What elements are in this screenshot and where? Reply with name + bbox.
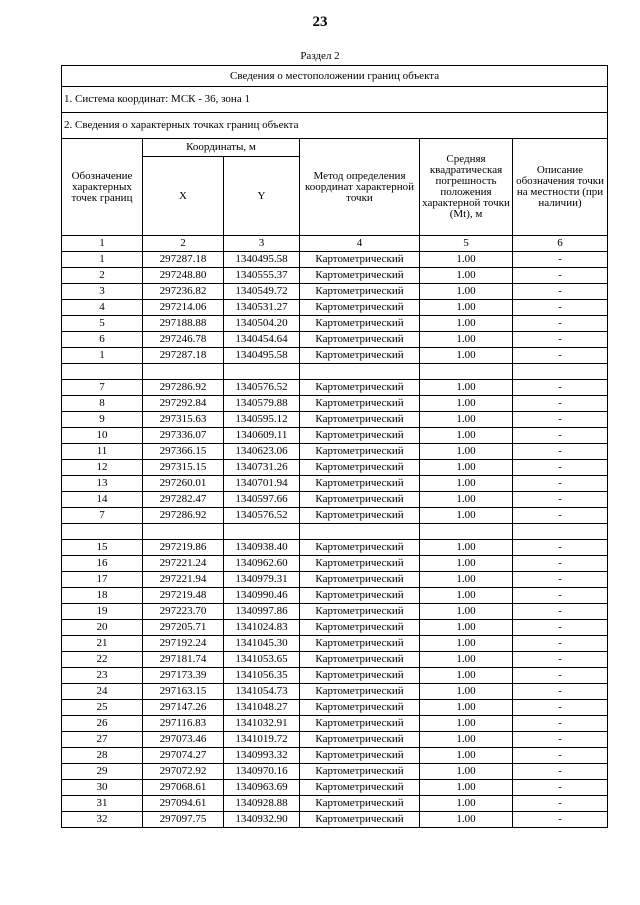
table-row bbox=[62, 524, 608, 540]
cell-error: 1.00 bbox=[420, 572, 513, 588]
table-row bbox=[62, 284, 608, 300]
cell-y: 1340962.60 bbox=[224, 556, 300, 572]
cell-method: Картометрический bbox=[300, 748, 420, 764]
cell-point: 23 bbox=[62, 668, 143, 684]
points-caption: 2. Сведения о характерных точках границ объекта bbox=[62, 113, 608, 139]
cell-method: Картометрический bbox=[300, 716, 420, 732]
cell-description bbox=[513, 524, 608, 540]
cell-y: 1341024.83 bbox=[224, 620, 300, 636]
cell-point: 30 bbox=[62, 780, 143, 796]
cell-point bbox=[62, 524, 143, 540]
cell-y: 1340597.66 bbox=[224, 492, 300, 508]
cell-y: 1341048.27 bbox=[224, 700, 300, 716]
cell-error: 1.00 bbox=[420, 444, 513, 460]
cell-point: 12 bbox=[62, 460, 143, 476]
cell-point: 10 bbox=[62, 428, 143, 444]
cell-point: 31 bbox=[62, 796, 143, 812]
cell-x: 297246.78 bbox=[143, 332, 224, 348]
cell-description: - bbox=[513, 268, 608, 284]
cell-description: - bbox=[513, 284, 608, 300]
table-row bbox=[62, 412, 608, 428]
col-number: 2 bbox=[143, 236, 224, 252]
cell-method: Картометрический bbox=[300, 300, 420, 316]
cell-y: 1340938.40 bbox=[224, 540, 300, 556]
table-row bbox=[62, 380, 608, 396]
cell-point: 5 bbox=[62, 316, 143, 332]
cell-description: - bbox=[513, 492, 608, 508]
col-number: 6 bbox=[513, 236, 608, 252]
cell-error: 1.00 bbox=[420, 764, 513, 780]
cell-description: - bbox=[513, 508, 608, 524]
cell-y: 1340979.31 bbox=[224, 572, 300, 588]
cell-x: 297072.92 bbox=[143, 764, 224, 780]
cell-y: 1340970.16 bbox=[224, 764, 300, 780]
cell-method: Картометрический bbox=[300, 604, 420, 620]
header-description: Описание обозначения точки на местности (при наличии) bbox=[513, 139, 608, 236]
cell-method: Картометрический bbox=[300, 780, 420, 796]
cell-error: 1.00 bbox=[420, 700, 513, 716]
cell-description: - bbox=[513, 412, 608, 428]
table-row bbox=[62, 812, 608, 828]
cell-description: - bbox=[513, 588, 608, 604]
cell-method: Картометрический bbox=[300, 668, 420, 684]
cell-y: 1340701.94 bbox=[224, 476, 300, 492]
cell-y: 1340504.20 bbox=[224, 316, 300, 332]
cell-point: 15 bbox=[62, 540, 143, 556]
col-number: 1 bbox=[62, 236, 143, 252]
cell-x: 297236.82 bbox=[143, 284, 224, 300]
cell-y: 1341056.35 bbox=[224, 668, 300, 684]
cell-error: 1.00 bbox=[420, 556, 513, 572]
table-row bbox=[62, 492, 608, 508]
cell-description: - bbox=[513, 668, 608, 684]
cell-method: Картометрический bbox=[300, 700, 420, 716]
cell-method bbox=[300, 364, 420, 380]
table-row bbox=[62, 572, 608, 588]
cell-y: 1341045.30 bbox=[224, 636, 300, 652]
cell-error: 1.00 bbox=[420, 668, 513, 684]
cell-x: 297336.07 bbox=[143, 428, 224, 444]
cell-description: - bbox=[513, 764, 608, 780]
cell-description: - bbox=[513, 604, 608, 620]
cell-error: 1.00 bbox=[420, 492, 513, 508]
cell-method: Картометрический bbox=[300, 556, 420, 572]
table-row bbox=[62, 604, 608, 620]
cell-x: 297214.06 bbox=[143, 300, 224, 316]
table-row bbox=[62, 252, 608, 268]
header-y: Y bbox=[224, 157, 300, 236]
cell-x: 297223.70 bbox=[143, 604, 224, 620]
cell-description: - bbox=[513, 700, 608, 716]
cell-y: 1340549.72 bbox=[224, 284, 300, 300]
cell-y: 1340495.58 bbox=[224, 252, 300, 268]
cell-point: 11 bbox=[62, 444, 143, 460]
cell-method: Картометрический bbox=[300, 284, 420, 300]
cell-y: 1340576.52 bbox=[224, 508, 300, 524]
cell-x: 297366.15 bbox=[143, 444, 224, 460]
cell-y: 1340963.69 bbox=[224, 780, 300, 796]
cell-description: - bbox=[513, 252, 608, 268]
table-row bbox=[62, 780, 608, 796]
cell-point: 21 bbox=[62, 636, 143, 652]
cell-point: 8 bbox=[62, 396, 143, 412]
table-row bbox=[62, 540, 608, 556]
cell-x bbox=[143, 524, 224, 540]
cell-method: Картометрический bbox=[300, 540, 420, 556]
table-row bbox=[62, 588, 608, 604]
cell-point: 1 bbox=[62, 252, 143, 268]
cell-method: Картометрический bbox=[300, 572, 420, 588]
cell-method: Картометрический bbox=[300, 652, 420, 668]
cell-error: 1.00 bbox=[420, 604, 513, 620]
cell-y: 1340932.90 bbox=[224, 812, 300, 828]
cell-point: 25 bbox=[62, 700, 143, 716]
cell-method: Картометрический bbox=[300, 444, 420, 460]
header-x: X bbox=[143, 157, 224, 236]
cell-error: 1.00 bbox=[420, 412, 513, 428]
table-row bbox=[62, 364, 608, 380]
cell-method: Картометрический bbox=[300, 460, 420, 476]
cell-point: 22 bbox=[62, 652, 143, 668]
cell-x: 297147.26 bbox=[143, 700, 224, 716]
cell-error: 1.00 bbox=[420, 428, 513, 444]
cell-description: - bbox=[513, 732, 608, 748]
cell-point: 18 bbox=[62, 588, 143, 604]
cell-y: 1340495.58 bbox=[224, 348, 300, 364]
cell-description: - bbox=[513, 428, 608, 444]
cell-x: 297192.24 bbox=[143, 636, 224, 652]
table-row bbox=[62, 620, 608, 636]
cell-point: 7 bbox=[62, 380, 143, 396]
cell-x: 297292.84 bbox=[143, 396, 224, 412]
cell-point: 32 bbox=[62, 812, 143, 828]
cell-y: 1340609.11 bbox=[224, 428, 300, 444]
cell-point: 7 bbox=[62, 508, 143, 524]
cell-method: Картометрический bbox=[300, 428, 420, 444]
cell-method: Картометрический bbox=[300, 380, 420, 396]
cell-method: Картометрический bbox=[300, 268, 420, 284]
cell-error: 1.00 bbox=[420, 620, 513, 636]
cell-y: 1341054.73 bbox=[224, 684, 300, 700]
cell-y: 1341053.65 bbox=[224, 652, 300, 668]
cell-error: 1.00 bbox=[420, 748, 513, 764]
cell-x: 297248.80 bbox=[143, 268, 224, 284]
cell-point: 6 bbox=[62, 332, 143, 348]
cell-description: - bbox=[513, 476, 608, 492]
cell-x: 297315.15 bbox=[143, 460, 224, 476]
cell-point: 17 bbox=[62, 572, 143, 588]
cell-method: Картометрический bbox=[300, 332, 420, 348]
cell-y: 1340623.06 bbox=[224, 444, 300, 460]
cell-description: - bbox=[513, 684, 608, 700]
cell-x: 297094.61 bbox=[143, 796, 224, 812]
coord-system: 1. Система координат: МСК - 36, зона 1 bbox=[62, 87, 608, 113]
cell-error: 1.00 bbox=[420, 636, 513, 652]
cell-error: 1.00 bbox=[420, 508, 513, 524]
table-row bbox=[62, 300, 608, 316]
cell-y bbox=[224, 364, 300, 380]
cell-x: 297205.71 bbox=[143, 620, 224, 636]
cell-y: 1340595.12 bbox=[224, 412, 300, 428]
table-row bbox=[62, 700, 608, 716]
cell-x: 297287.18 bbox=[143, 252, 224, 268]
table-row bbox=[62, 396, 608, 412]
cell-error: 1.00 bbox=[420, 300, 513, 316]
cell-description: - bbox=[513, 396, 608, 412]
cell-x: 297074.27 bbox=[143, 748, 224, 764]
cell-description: - bbox=[513, 796, 608, 812]
cell-method: Картометрический bbox=[300, 732, 420, 748]
cell-y: 1340576.52 bbox=[224, 380, 300, 396]
cell-method: Картометрический bbox=[300, 588, 420, 604]
cell-x: 297163.15 bbox=[143, 684, 224, 700]
cell-error: 1.00 bbox=[420, 348, 513, 364]
cell-point: 24 bbox=[62, 684, 143, 700]
cell-x: 297282.47 bbox=[143, 492, 224, 508]
cell-point: 29 bbox=[62, 764, 143, 780]
table-row bbox=[62, 348, 608, 364]
cell-error: 1.00 bbox=[420, 732, 513, 748]
cell-error: 1.00 bbox=[420, 588, 513, 604]
cell-point: 2 bbox=[62, 268, 143, 284]
cell-y: 1340928.88 bbox=[224, 796, 300, 812]
cell-x: 297287.18 bbox=[143, 348, 224, 364]
cell-x: 297315.63 bbox=[143, 412, 224, 428]
col-number: 3 bbox=[224, 236, 300, 252]
cell-method: Картометрический bbox=[300, 684, 420, 700]
table-row bbox=[62, 476, 608, 492]
cell-x: 297181.74 bbox=[143, 652, 224, 668]
cell-description: - bbox=[513, 316, 608, 332]
cell-x: 297173.39 bbox=[143, 668, 224, 684]
cell-point: 16 bbox=[62, 556, 143, 572]
cell-x: 297219.48 bbox=[143, 588, 224, 604]
col-number: 5 bbox=[420, 236, 513, 252]
cell-method: Картометрический bbox=[300, 396, 420, 412]
cell-description: - bbox=[513, 332, 608, 348]
cell-x bbox=[143, 364, 224, 380]
cell-error: 1.00 bbox=[420, 476, 513, 492]
cell-error: 1.00 bbox=[420, 380, 513, 396]
cell-description: - bbox=[513, 812, 608, 828]
cell-x: 297260.01 bbox=[143, 476, 224, 492]
cell-point: 14 bbox=[62, 492, 143, 508]
cell-y: 1340555.37 bbox=[224, 268, 300, 284]
cell-method: Картометрический bbox=[300, 812, 420, 828]
table-row bbox=[62, 732, 608, 748]
cell-y: 1340579.88 bbox=[224, 396, 300, 412]
cell-x: 297188.88 bbox=[143, 316, 224, 332]
header-method: Метод определения координат характерной точки bbox=[300, 139, 420, 236]
cell-point: 26 bbox=[62, 716, 143, 732]
cell-description: - bbox=[513, 652, 608, 668]
table-row bbox=[62, 316, 608, 332]
header-designation: Обозначение характерных точек границ bbox=[62, 139, 143, 236]
cell-y: 1340990.46 bbox=[224, 588, 300, 604]
cell-description: - bbox=[513, 380, 608, 396]
cell-point: 27 bbox=[62, 732, 143, 748]
cell-method: Картометрический bbox=[300, 764, 420, 780]
cell-x: 297286.92 bbox=[143, 508, 224, 524]
cell-method: Картометрический bbox=[300, 252, 420, 268]
page-number: 23 bbox=[312, 14, 328, 30]
cell-x: 297073.46 bbox=[143, 732, 224, 748]
table-row bbox=[62, 684, 608, 700]
cell-point: 13 bbox=[62, 476, 143, 492]
table-row bbox=[62, 332, 608, 348]
cell-method: Картометрический bbox=[300, 492, 420, 508]
header-error: Средняя квадратическая погрешность положения характерной точки (Mt), м bbox=[420, 139, 513, 236]
cell-description: - bbox=[513, 556, 608, 572]
cell-method: Картометрический bbox=[300, 476, 420, 492]
cell-point: 1 bbox=[62, 348, 143, 364]
cell-error: 1.00 bbox=[420, 684, 513, 700]
cell-error: 1.00 bbox=[420, 460, 513, 476]
cell-x: 297116.83 bbox=[143, 716, 224, 732]
cell-y: 1340531.27 bbox=[224, 300, 300, 316]
cell-y: 1340997.86 bbox=[224, 604, 300, 620]
cell-point: 3 bbox=[62, 284, 143, 300]
cell-error: 1.00 bbox=[420, 316, 513, 332]
cell-method bbox=[300, 524, 420, 540]
section-label: Раздел 2 bbox=[300, 50, 340, 62]
cell-description: - bbox=[513, 636, 608, 652]
cell-method: Картометрический bbox=[300, 412, 420, 428]
table-row bbox=[62, 668, 608, 684]
cell-point bbox=[62, 364, 143, 380]
cell-error: 1.00 bbox=[420, 284, 513, 300]
cell-error: 1.00 bbox=[420, 252, 513, 268]
cell-error: 1.00 bbox=[420, 652, 513, 668]
table-row bbox=[62, 652, 608, 668]
cell-x: 297286.92 bbox=[143, 380, 224, 396]
cell-error: 1.00 bbox=[420, 540, 513, 556]
cell-error: 1.00 bbox=[420, 796, 513, 812]
table-row bbox=[62, 748, 608, 764]
table-row bbox=[62, 556, 608, 572]
cell-point: 9 bbox=[62, 412, 143, 428]
cell-error: 1.00 bbox=[420, 396, 513, 412]
cell-description: - bbox=[513, 620, 608, 636]
cell-y bbox=[224, 524, 300, 540]
cell-method: Картометрический bbox=[300, 316, 420, 332]
header-coordinates: Координаты, м bbox=[143, 139, 300, 157]
cell-error bbox=[420, 364, 513, 380]
cell-y: 1340454.64 bbox=[224, 332, 300, 348]
table-row bbox=[62, 460, 608, 476]
cell-y: 1341019.72 bbox=[224, 732, 300, 748]
cell-y: 1340731.26 bbox=[224, 460, 300, 476]
cell-point: 4 bbox=[62, 300, 143, 316]
cell-x: 297219.86 bbox=[143, 540, 224, 556]
table-row bbox=[62, 636, 608, 652]
table-row bbox=[62, 268, 608, 284]
cell-method: Картометрический bbox=[300, 508, 420, 524]
cell-description: - bbox=[513, 348, 608, 364]
table-title: Сведения о местоположении границ объекта bbox=[62, 66, 608, 87]
cell-description: - bbox=[513, 716, 608, 732]
table-row bbox=[62, 428, 608, 444]
cell-method: Картометрический bbox=[300, 348, 420, 364]
cell-description: - bbox=[513, 444, 608, 460]
cell-error: 1.00 bbox=[420, 332, 513, 348]
cell-error: 1.00 bbox=[420, 780, 513, 796]
cell-point: 19 bbox=[62, 604, 143, 620]
col-number: 4 bbox=[300, 236, 420, 252]
cell-description: - bbox=[513, 460, 608, 476]
cell-description: - bbox=[513, 780, 608, 796]
cell-x: 297221.24 bbox=[143, 556, 224, 572]
table-row bbox=[62, 716, 608, 732]
cell-error: 1.00 bbox=[420, 812, 513, 828]
cell-method: Картометрический bbox=[300, 796, 420, 812]
cell-x: 297068.61 bbox=[143, 780, 224, 796]
cell-error bbox=[420, 524, 513, 540]
cell-error: 1.00 bbox=[420, 716, 513, 732]
cell-description: - bbox=[513, 540, 608, 556]
cell-description: - bbox=[513, 300, 608, 316]
cell-method: Картометрический bbox=[300, 636, 420, 652]
cell-point: 28 bbox=[62, 748, 143, 764]
table-row bbox=[62, 444, 608, 460]
cell-point: 20 bbox=[62, 620, 143, 636]
cell-description: - bbox=[513, 748, 608, 764]
cell-description: - bbox=[513, 572, 608, 588]
cell-y: 1341032.91 bbox=[224, 716, 300, 732]
cell-description bbox=[513, 364, 608, 380]
cell-error: 1.00 bbox=[420, 268, 513, 284]
table-row bbox=[62, 796, 608, 812]
cell-y: 1340993.32 bbox=[224, 748, 300, 764]
table-row bbox=[62, 508, 608, 524]
cell-x: 297221.94 bbox=[143, 572, 224, 588]
cell-x: 297097.75 bbox=[143, 812, 224, 828]
table-row bbox=[62, 764, 608, 780]
cell-method: Картометрический bbox=[300, 620, 420, 636]
boundary-points-table bbox=[61, 65, 608, 828]
